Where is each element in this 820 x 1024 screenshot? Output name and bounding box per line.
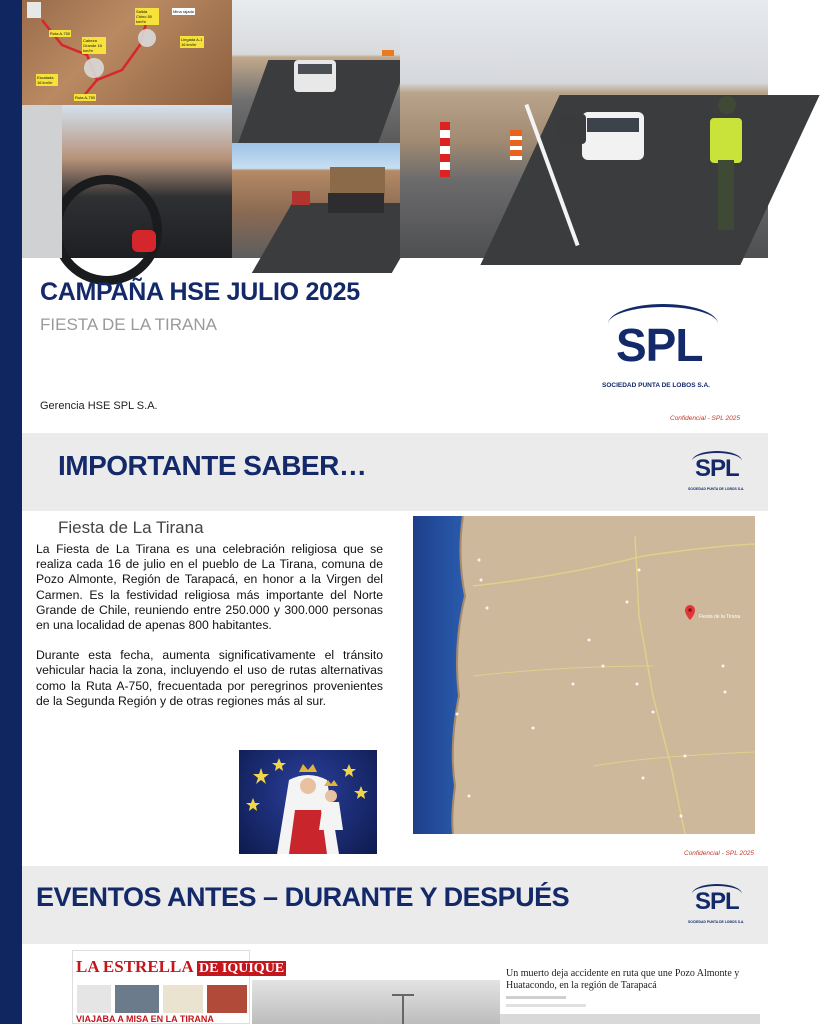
newspaper-masthead: [76, 957, 286, 977]
festival-paragraph-1: La Fiesta de La Tirana es una celebración religiosa que se realiza cada 16 de julio en el pueblo de La Tirana, comuna de Pozo Almonte, Región de Tarapacá, en honor a la Virgen del Carmen. Es la festividad religiosa más importante del Norte Grande de Chile, reuniendo entre 250.000 y 300.000 personas en una localidad de apenas 800 habitantes.: [36, 542, 383, 633]
photo-collage: [22, 0, 768, 258]
left-accent-bar: [0, 0, 22, 1024]
traffic-police-photo: [400, 0, 768, 258]
logo-text-small-2: SPL: [695, 888, 739, 915]
virgin-figure-drawing: [239, 750, 377, 854]
map-label-escalada: Escalada 16 km/hr: [36, 74, 58, 86]
festival-subheading: Fiesta de La Tirana: [58, 518, 204, 537]
map-label-mina: Mina rajada: [173, 9, 194, 14]
route-map-drawing: [22, 0, 232, 105]
dump-trucks-photo: [232, 143, 400, 258]
article-headline: Un muerto deja accidente en ruta que une Pozo Almonte y Huatacondo, en la región de Tarapacá: [506, 968, 740, 991]
campaign-title: CAMPAÑA HSE JULIO 2025: [40, 278, 360, 306]
newspaper-clipping-estrella: [72, 950, 285, 1024]
map-label-llegada: Llegada A-1 16 km/hr: [181, 37, 203, 47]
slide3-header: [22, 866, 768, 944]
tarapaca-region-map: [413, 516, 755, 834]
festival-paragraph-2: Durante esta fecha, aumenta significativamente el tránsito vehicular hacia la zona, incluyendo el uso de rutas alternativas como la Ruta A-750, frecuentada por peregrinos provenientes de la Segunda Región y de otras regiones más al sur.: [36, 648, 383, 708]
virgen-del-carmen-image: [239, 750, 377, 854]
confidential-note-2: Confidencial - SPL 2025: [684, 850, 754, 857]
festival-description: [36, 542, 383, 724]
slide3-heading: EVENTOS ANTES – DURANTE Y DESPUÉS: [36, 882, 570, 912]
truck-driver-photo: [22, 105, 232, 258]
map-label-ruta-2: Ruta A-750: [75, 95, 96, 100]
logo-text-small: SPL: [695, 455, 739, 482]
campaign-owner: Gerencia HSE SPL S.A.: [40, 400, 158, 412]
route-map-photo: [22, 0, 232, 105]
logo-caption: SOCIEDAD PUNTA DE LOBOS S.A.: [602, 382, 710, 389]
masthead-right: DE IQUIQUE: [198, 961, 285, 976]
masthead-left: LA ESTRELLA: [76, 957, 193, 976]
map-marker-label: Fiesta de la Tirana: [699, 614, 741, 620]
region-map-drawing: [413, 516, 755, 834]
map-label-ruta: Ruta A-750: [50, 31, 71, 36]
campaign-subtitle: FIESTA DE LA TIRANA: [40, 315, 217, 334]
online-news-article: [500, 952, 760, 1024]
slide2-heading: IMPORTANTE SABER…: [58, 450, 367, 481]
spl-logo-large: [598, 300, 722, 392]
suv-on-highway-photo: [232, 0, 400, 143]
logo-caption-small: SOCIEDAD PUNTA DE LOBOS S.A.: [688, 487, 745, 491]
confidential-note-1: Confidencial - SPL 2025: [670, 415, 740, 422]
spl-logo-small-2: [686, 880, 750, 930]
map-label-cabeza: Cabeza Grande 18 km/hr: [82, 37, 106, 54]
map-label-salida: Salida Chino 50 km/hr: [135, 8, 159, 25]
newspaper-headline: VIAJABA A MISA EN LA TIRANA: [76, 1014, 214, 1024]
spl-logo-small: [686, 447, 750, 497]
slide2-header: [22, 433, 768, 511]
logo-text: SPL: [616, 319, 703, 371]
accident-scene-photo: [252, 980, 500, 1024]
logo-caption-small-2: SOCIEDAD PUNTA DE LOBOS S.A.: [688, 920, 745, 924]
